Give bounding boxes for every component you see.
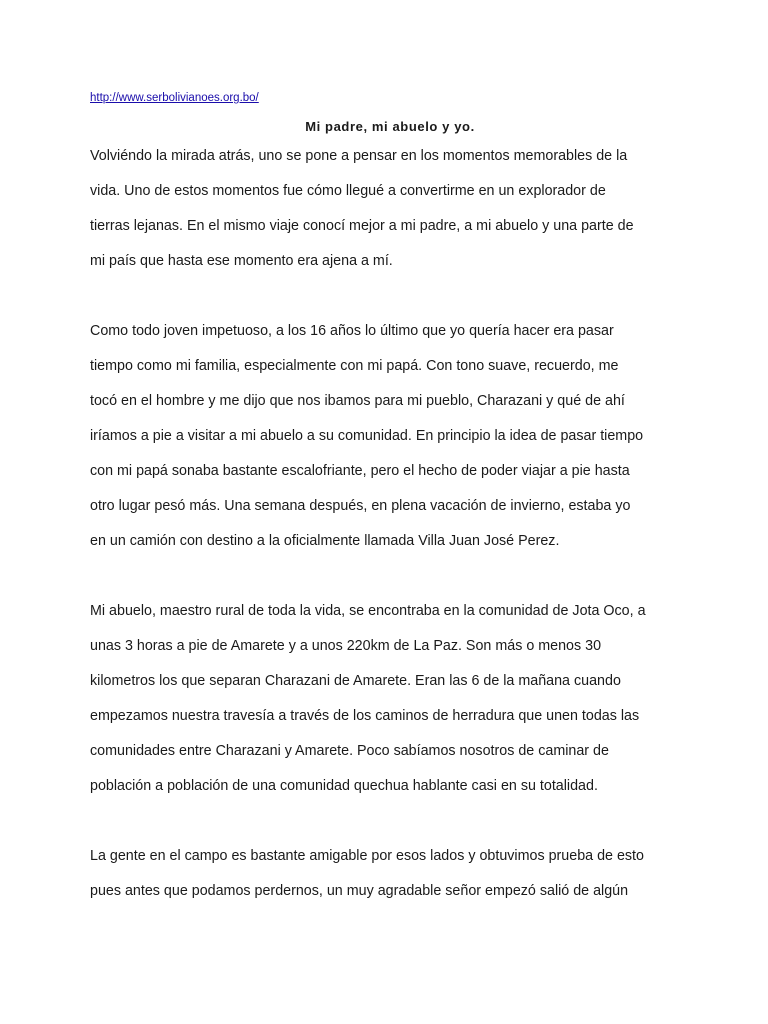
document-body [90, 139, 690, 909]
text-line: tiempo como mi familia, especialmente con mi papá. Con tono suave, recuerdo, me [90, 358, 619, 374]
document-page [90, 88, 690, 909]
text-line: La gente en el campo es bastante amigable por esos lados y obtuvimos prueba de esto [90, 848, 644, 864]
text-line: Como todo joven impetuoso, a los 16 años lo último que yo quería hacer era pasar [90, 323, 614, 339]
text-line: mi país que hasta ese momento era ajena a mí. [90, 253, 393, 269]
text-line: con mi papá sonaba bastante escalofriante, pero el hecho de poder viajar a pie hasta [90, 463, 630, 479]
text-line: población a población de una comunidad quechua hablante casi en su totalidad. [90, 778, 598, 794]
paragraph [90, 594, 690, 804]
text-line: tocó en el hombre y me dijo que nos ibamos para mi pueblo, Charazani y qué de ahí [90, 393, 625, 409]
text-line: en un camión con destino a la oficialmente llamada Villa Juan José Perez. [90, 533, 560, 549]
text-line: kilometros los que separan Charazani de Amarete. Eran las 6 de la mañana cuando [90, 673, 621, 689]
text-line: unas 3 horas a pie de Amarete y a unos 220km de La Paz. Son más o menos 30 [90, 638, 602, 654]
document-title: Mi padre, mi abuelo y yo. [305, 119, 475, 134]
text-line: otro lugar pesó más. Una semana después, en plena vacación de invierno, estaba yo [90, 498, 631, 514]
paragraph [90, 314, 690, 559]
text-line: comunidades entre Charazani y Amarete. Poco sabíamos nosotros de caminar de [90, 743, 609, 759]
text-line: tierras lejanas. En el mismo viaje conocí mejor a mi padre, a mi abuelo y una parte de [90, 218, 634, 234]
text-line: empezamos nuestra travesía a través de los caminos de herradura que unen todas las [90, 708, 640, 724]
source-link[interactable]: http://www.serbolivianoes.org.bo/ [90, 92, 259, 104]
paragraph [90, 139, 690, 279]
text-line: Mi abuelo, maestro rural de toda la vida, se encontraba en la comunidad de Jota Oco, a [90, 603, 646, 619]
text-line: iríamos a pie a visitar a mi abuelo a su comunidad. En principio la idea de pasar tiempo [90, 428, 644, 444]
paragraph [90, 839, 690, 909]
text-line: Volviéndo la mirada atrás, uno se pone a pensar en los momentos memorables de la [90, 148, 628, 164]
text-line: pues antes que podamos perdernos, un muy agradable señor empezó salió de algún [90, 883, 629, 899]
text-line: vida. Uno de estos momentos fue cómo llegué a convertirme en un explorador de [90, 183, 606, 199]
